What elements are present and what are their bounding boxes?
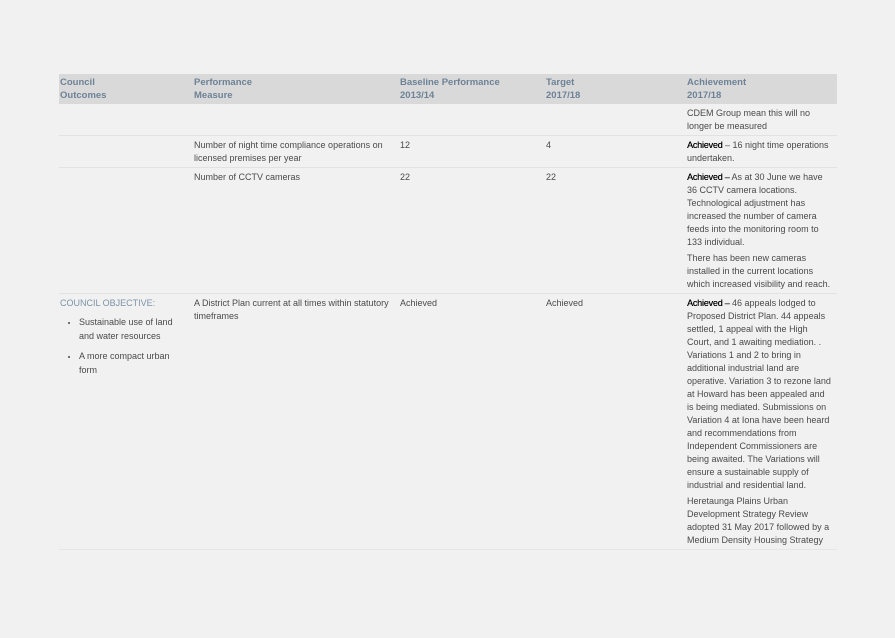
- cell-achievement: [686, 294, 837, 550]
- cell-achievement: [686, 136, 837, 168]
- cell-baseline: 22: [399, 168, 545, 294]
- header-target: Target 2017/18: [545, 74, 686, 104]
- cell-target: 4: [545, 136, 686, 168]
- achievement-paragraph: Achieved – 16 night time operations undertaken.: [687, 140, 829, 163]
- achievement-paragraph: Heretaunga Plains Urban Development Strategy Review adopted 31 May 2017 followed by a Medium Density Housing Strategy: [687, 496, 830, 545]
- achieved-label: Achieved –: [687, 298, 730, 308]
- table-row: [59, 104, 837, 136]
- list-item: • A more compact urban form: [79, 349, 189, 377]
- achievement-paragraph: Achieved – As at 30 June we have 36 CCTV camera locations. Technological adjustment has increased the number of camera feeds into the monitoring room to 133 individual.: [687, 172, 823, 247]
- objective-list: [60, 315, 189, 377]
- list-item: • Sustainable use of land and water resources: [79, 315, 189, 343]
- cell-achievement: [686, 104, 837, 136]
- cell-baseline: 12: [399, 136, 545, 168]
- achieved-label: Achieved –: [687, 172, 730, 182]
- table-row: [59, 294, 837, 550]
- cell-outcome: [59, 294, 193, 550]
- header-achievement: Achievement 2017/18: [686, 74, 837, 104]
- achieved-label: Achieved: [687, 140, 723, 150]
- cell-measure: Number of CCTV cameras: [193, 168, 399, 294]
- achievement-paragraph: There has been new cameras installed in the current locations which increased visibility and reach.: [687, 253, 831, 289]
- cell-measure: Number of night time compliance operations on licensed premises per year: [193, 136, 399, 168]
- table-row: [59, 136, 837, 168]
- achievement-paragraph: Achieved – 46 appeals lodged to Proposed District Plan. 44 appeals settled, 1 appeal with the High Court, and 1 awaiting mediation. . Variations 1 and 2 to bring in additional industrial land are operative. Variation 3 to rezone land at Howard has been appealed and is being mediated. Submissions on Variation 4 at Iona have been heard and recommendations from Independent Commissioners are being awaited. The Variations will ensure a sustainable supply of industrial and residential land.: [687, 298, 831, 490]
- header-performance-measure: Performance Measure: [193, 74, 399, 104]
- table-row: [59, 168, 837, 294]
- cell-target: Achieved: [545, 294, 686, 550]
- cell-measure: A District Plan current at all times within statutory timeframes: [193, 294, 399, 550]
- cell-baseline: Achieved: [399, 294, 545, 550]
- header-council-outcomes: Council Outcomes: [59, 74, 193, 104]
- cell-achievement: [686, 168, 837, 294]
- cell-baseline: [399, 104, 545, 136]
- cell-target: 22: [545, 168, 686, 294]
- cell-target: [545, 104, 686, 136]
- performance-table: [59, 74, 837, 550]
- table-header: [59, 74, 837, 104]
- achievement-paragraph: CDEM Group mean this will no longer be measured: [687, 108, 811, 131]
- cell-outcome: [59, 136, 193, 168]
- cell-outcome: [59, 168, 193, 294]
- performance-table-container: [59, 74, 837, 550]
- cell-measure: [193, 104, 399, 136]
- cell-outcome: [59, 104, 193, 136]
- council-objective-title: COUNCIL OBJECTIVE:: [60, 298, 156, 308]
- header-baseline-performance: Baseline Performance 2013/14: [399, 74, 545, 104]
